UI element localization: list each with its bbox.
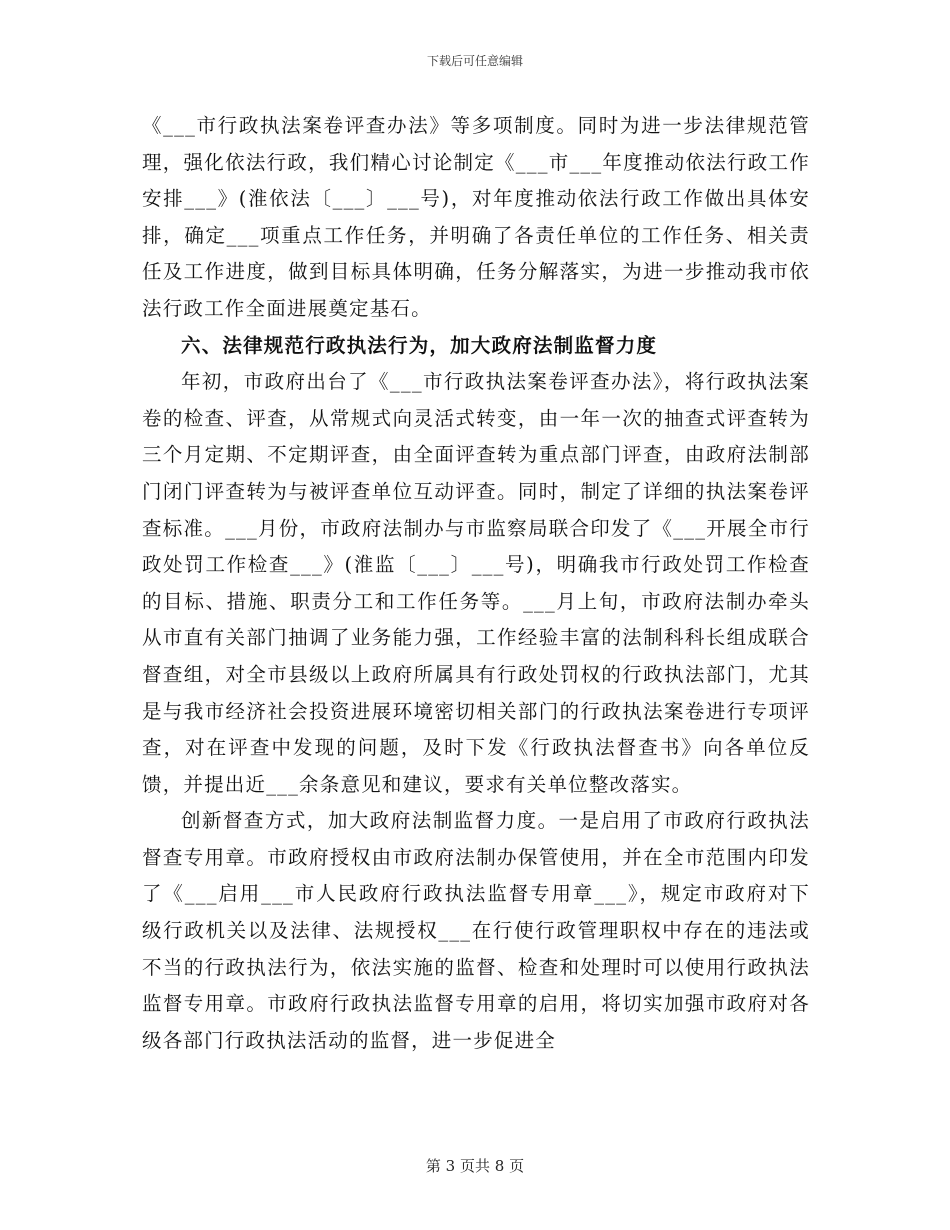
paragraph-continued: 《___市行政执法案卷评查办法》等多项制度。同时为进一步法律规范管理，强化依法行政，我们精心讨论制定《___市___年度推动依法行政工作安排___》(淮依法〔___〕___号)，对年度推动依法行政工作做出具体安排，确定___项重点工作任务，并明确了各责任单位的工作任务、相关责任及工作进度，做到目标具体明确，任务分解落实，为进一步推动我市依法行政工作全面进展奠定基石。 bbox=[142, 114, 810, 320]
paragraph-case-review: 年初，市政府出台了《___市行政执法案卷评查办法》，将行政执法案卷的检查、评查，从常规式向灵活式转变，由一年一次的抽查式评查转为三个月定期、不定期评查，由全面评查转为重点部门评查，由政府法制部门闭门评查转为与被评查单位互动评查。同时，制定了详细的执法案卷评查标准。___月份，市政府法制办与市监察局联合印发了《___开展全市行政处罚工作检查___》(淮监〔___〕___号)，明确我市行政处罚工作检查的目标、措施、职责分工和工作任务等。___月上旬，市政府法制办牵头从市直有关部门抽调了业务能力强，工作经验丰富的法制科科长组成联合督查组，对全市县级以上政府所属具有行政处罚权的行政执法部门，尤其是与我市经济社会投资进展环境密切相关部门的行政执法案卷进行专项评查，对在评查中发现的问题，及时下发《行政执法督查书》向各单位反馈，并提出近___余条意见和建议，要求有关单位整改落实。 bbox=[142, 370, 810, 796]
page-number: 第 3 页共 8 页 bbox=[425, 1157, 525, 1175]
section-heading: 六、法律规范行政执法行为，加大政府法制监督力度 bbox=[181, 333, 658, 357]
document-body bbox=[142, 108, 810, 1059]
page-header: 下载后可任意编辑 bbox=[426, 54, 523, 68]
paragraph-supervision: 创新督查方式，加大政府法制监督力度。一是启用了市政府行政执法督查专用章。市政府授权由市政府法制办保管使用，并在全市范围内印发了《___启用___市人民政府行政执法监督专用章___》，规定市政府对下级行政机关以及法律、法规授权___在行使行政管理职权中存在的违法或不当的行政执法行为，依法实施的监督、检查和处理时可以使用行政执法监督专用章。市政府行政执法监督专用章的启用，将切实加强市政府对各级各部门行政执法活动的监督，进一步促进全 bbox=[142, 809, 810, 1052]
